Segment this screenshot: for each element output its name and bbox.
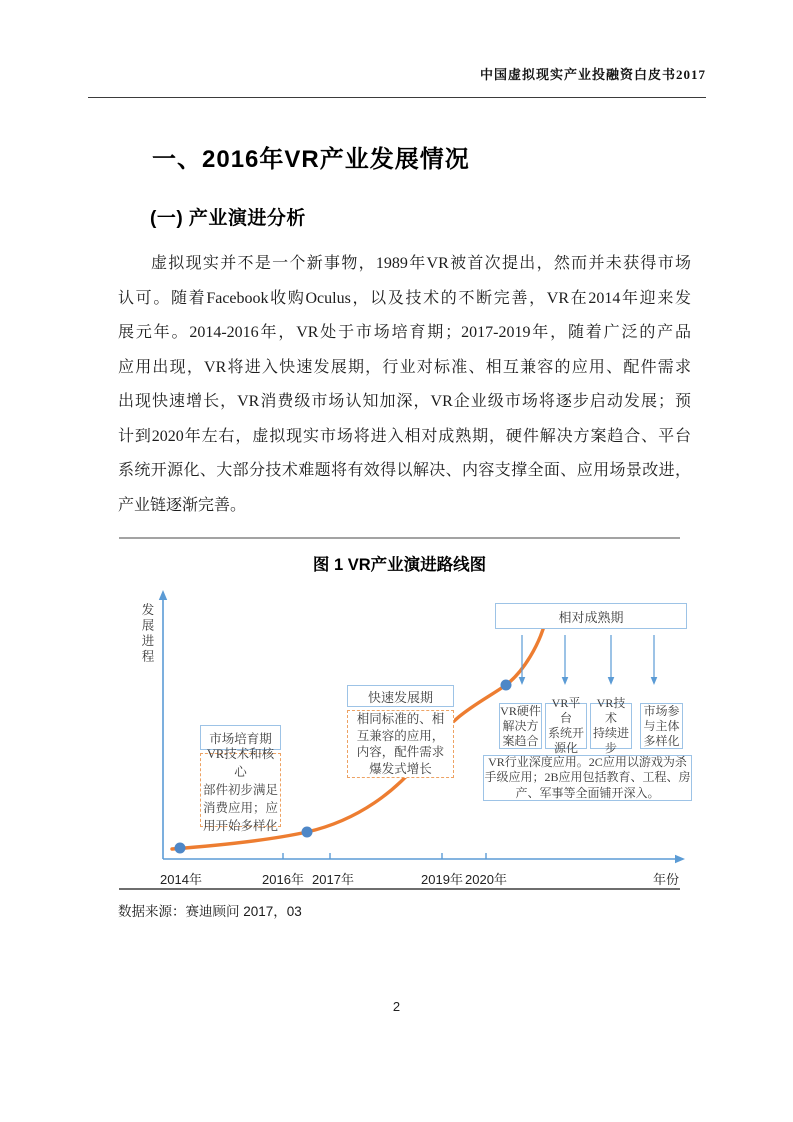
feature-line: VR硬件	[500, 703, 541, 718]
chapter-title: 一、2016年VR产业发展情况	[152, 146, 470, 173]
stage3-feature-box-1	[499, 703, 542, 749]
stage2-desc-line: 相同标准的、相	[356, 712, 445, 726]
feature-line: 解决方	[502, 718, 539, 733]
data-source: 数据来源：赛迪顾问 2017，03	[118, 904, 302, 919]
down-arrow-icon	[562, 677, 569, 685]
section-title: (一) 产业演进分析	[150, 208, 306, 229]
stage1-desc-line: 消费应用；应	[202, 801, 278, 815]
stage1-title-box: 市场培育期	[200, 725, 281, 750]
feature-line: 市场参	[643, 703, 680, 718]
header-rule	[88, 97, 706, 98]
stage3-feature-box-4	[640, 703, 683, 749]
figure-title: 图 1 VR产业演进路线图	[312, 556, 487, 574]
paragraph-line: 系统开源化、大部分技术难题将有效得以解决、内容支撑全面、应用场景改进，	[118, 462, 691, 479]
vr-roadmap-chart	[120, 585, 695, 890]
stage2-desc-line: 内容，配件需求	[356, 745, 445, 759]
milestone-dot-2014	[175, 843, 186, 854]
feature-line: 与主体	[643, 718, 680, 733]
stage2-title-box: 快速发展期	[347, 685, 454, 707]
stage2-desc-line: 爆发式增长	[369, 761, 432, 776]
figure-divider-bottom	[119, 888, 680, 890]
feature-line: 多样化	[643, 733, 680, 748]
page-number: 2	[392, 999, 401, 1014]
paragraph-line: 虚拟现实并不是一个新事物，1989年VR被首次提出，然而并未获得市场	[151, 255, 691, 272]
stage3-feature-box-2	[545, 696, 587, 755]
y-axis	[159, 590, 167, 859]
x-tick-2020: 2020年	[465, 872, 507, 887]
x-tick-2016: 2016年	[262, 872, 304, 887]
figure-divider-top	[119, 537, 680, 539]
x-axis-title: 年份	[652, 872, 680, 887]
down-arrow-icon	[651, 677, 658, 685]
stage3-deep-application-box	[483, 755, 692, 801]
milestone-dot-2020	[501, 680, 512, 691]
y-axis-arrow-icon	[159, 590, 167, 600]
x-tick-2019: 2019年	[421, 872, 463, 887]
stage1-desc-line: 部件初步满足	[202, 783, 278, 797]
paragraph-line: 产业链逐渐完善。	[118, 496, 247, 514]
feature-line: 案趋合	[502, 733, 539, 748]
deep-app-line: VR行业深度应用。2C应用以游戏为杀	[488, 754, 687, 769]
feature-line: 持续进	[592, 726, 629, 740]
x-axis	[163, 853, 685, 863]
stage3-feature-box-3	[590, 696, 632, 755]
paragraph-line: 展元年。2014-2016年，VR处于市场培育期；2017-2019年，随着广泛的产品	[118, 324, 691, 341]
paragraph-line: 认可。随着Facebook收购Oculus，以及技术的不断完善，VR在2014年迎来发	[118, 289, 691, 307]
paragraph-line: 出现快速增长，VR消费级市场认知加深，VR企业级市场将逐步启动发展；预	[118, 393, 691, 410]
paragraph-line: 应用出现，VR将进入快速发展期，行业对标准、相互兼容的应用、配件需求	[118, 358, 691, 376]
deep-app-line: 手级应用；2B应用包括教育、工程、房	[484, 770, 691, 785]
stage1-desc-box	[200, 747, 281, 833]
x-axis-arrow-icon	[675, 855, 685, 863]
stage2-desc-line: 互兼容的应用，	[356, 728, 445, 743]
feature-line: VR平台	[551, 696, 581, 725]
feature-line: 源化	[553, 741, 578, 755]
feature-line: 系统开	[547, 726, 584, 740]
stage1-desc-line: 用开始多样化	[202, 819, 278, 833]
x-tick-2014: 2014年	[160, 872, 202, 887]
feature-line: VR技术	[596, 696, 626, 725]
milestone-dot-2016	[302, 827, 313, 838]
y-axis-label: 发展进程	[140, 603, 154, 665]
feature-line: 步	[604, 741, 617, 755]
document-header-title: 中国虚拟现实产业投融资白皮书2017	[479, 67, 706, 82]
stage2-desc-box	[347, 710, 454, 778]
paragraph-line: 计到2020年左右，虚拟现实市场将进入相对成熟期，硬件解决方案趋合、平台	[118, 427, 691, 445]
body-paragraph	[118, 247, 691, 523]
stage3-title-box: 相对成熟期	[495, 603, 687, 629]
deep-app-line: 产、军事等全面铺开深入。	[515, 785, 660, 800]
x-tick-2017: 2017年	[312, 872, 354, 887]
down-arrow-icon	[519, 677, 526, 685]
down-arrow-icon	[608, 677, 615, 685]
stage1-desc-line: VR技术和核心	[206, 747, 275, 779]
